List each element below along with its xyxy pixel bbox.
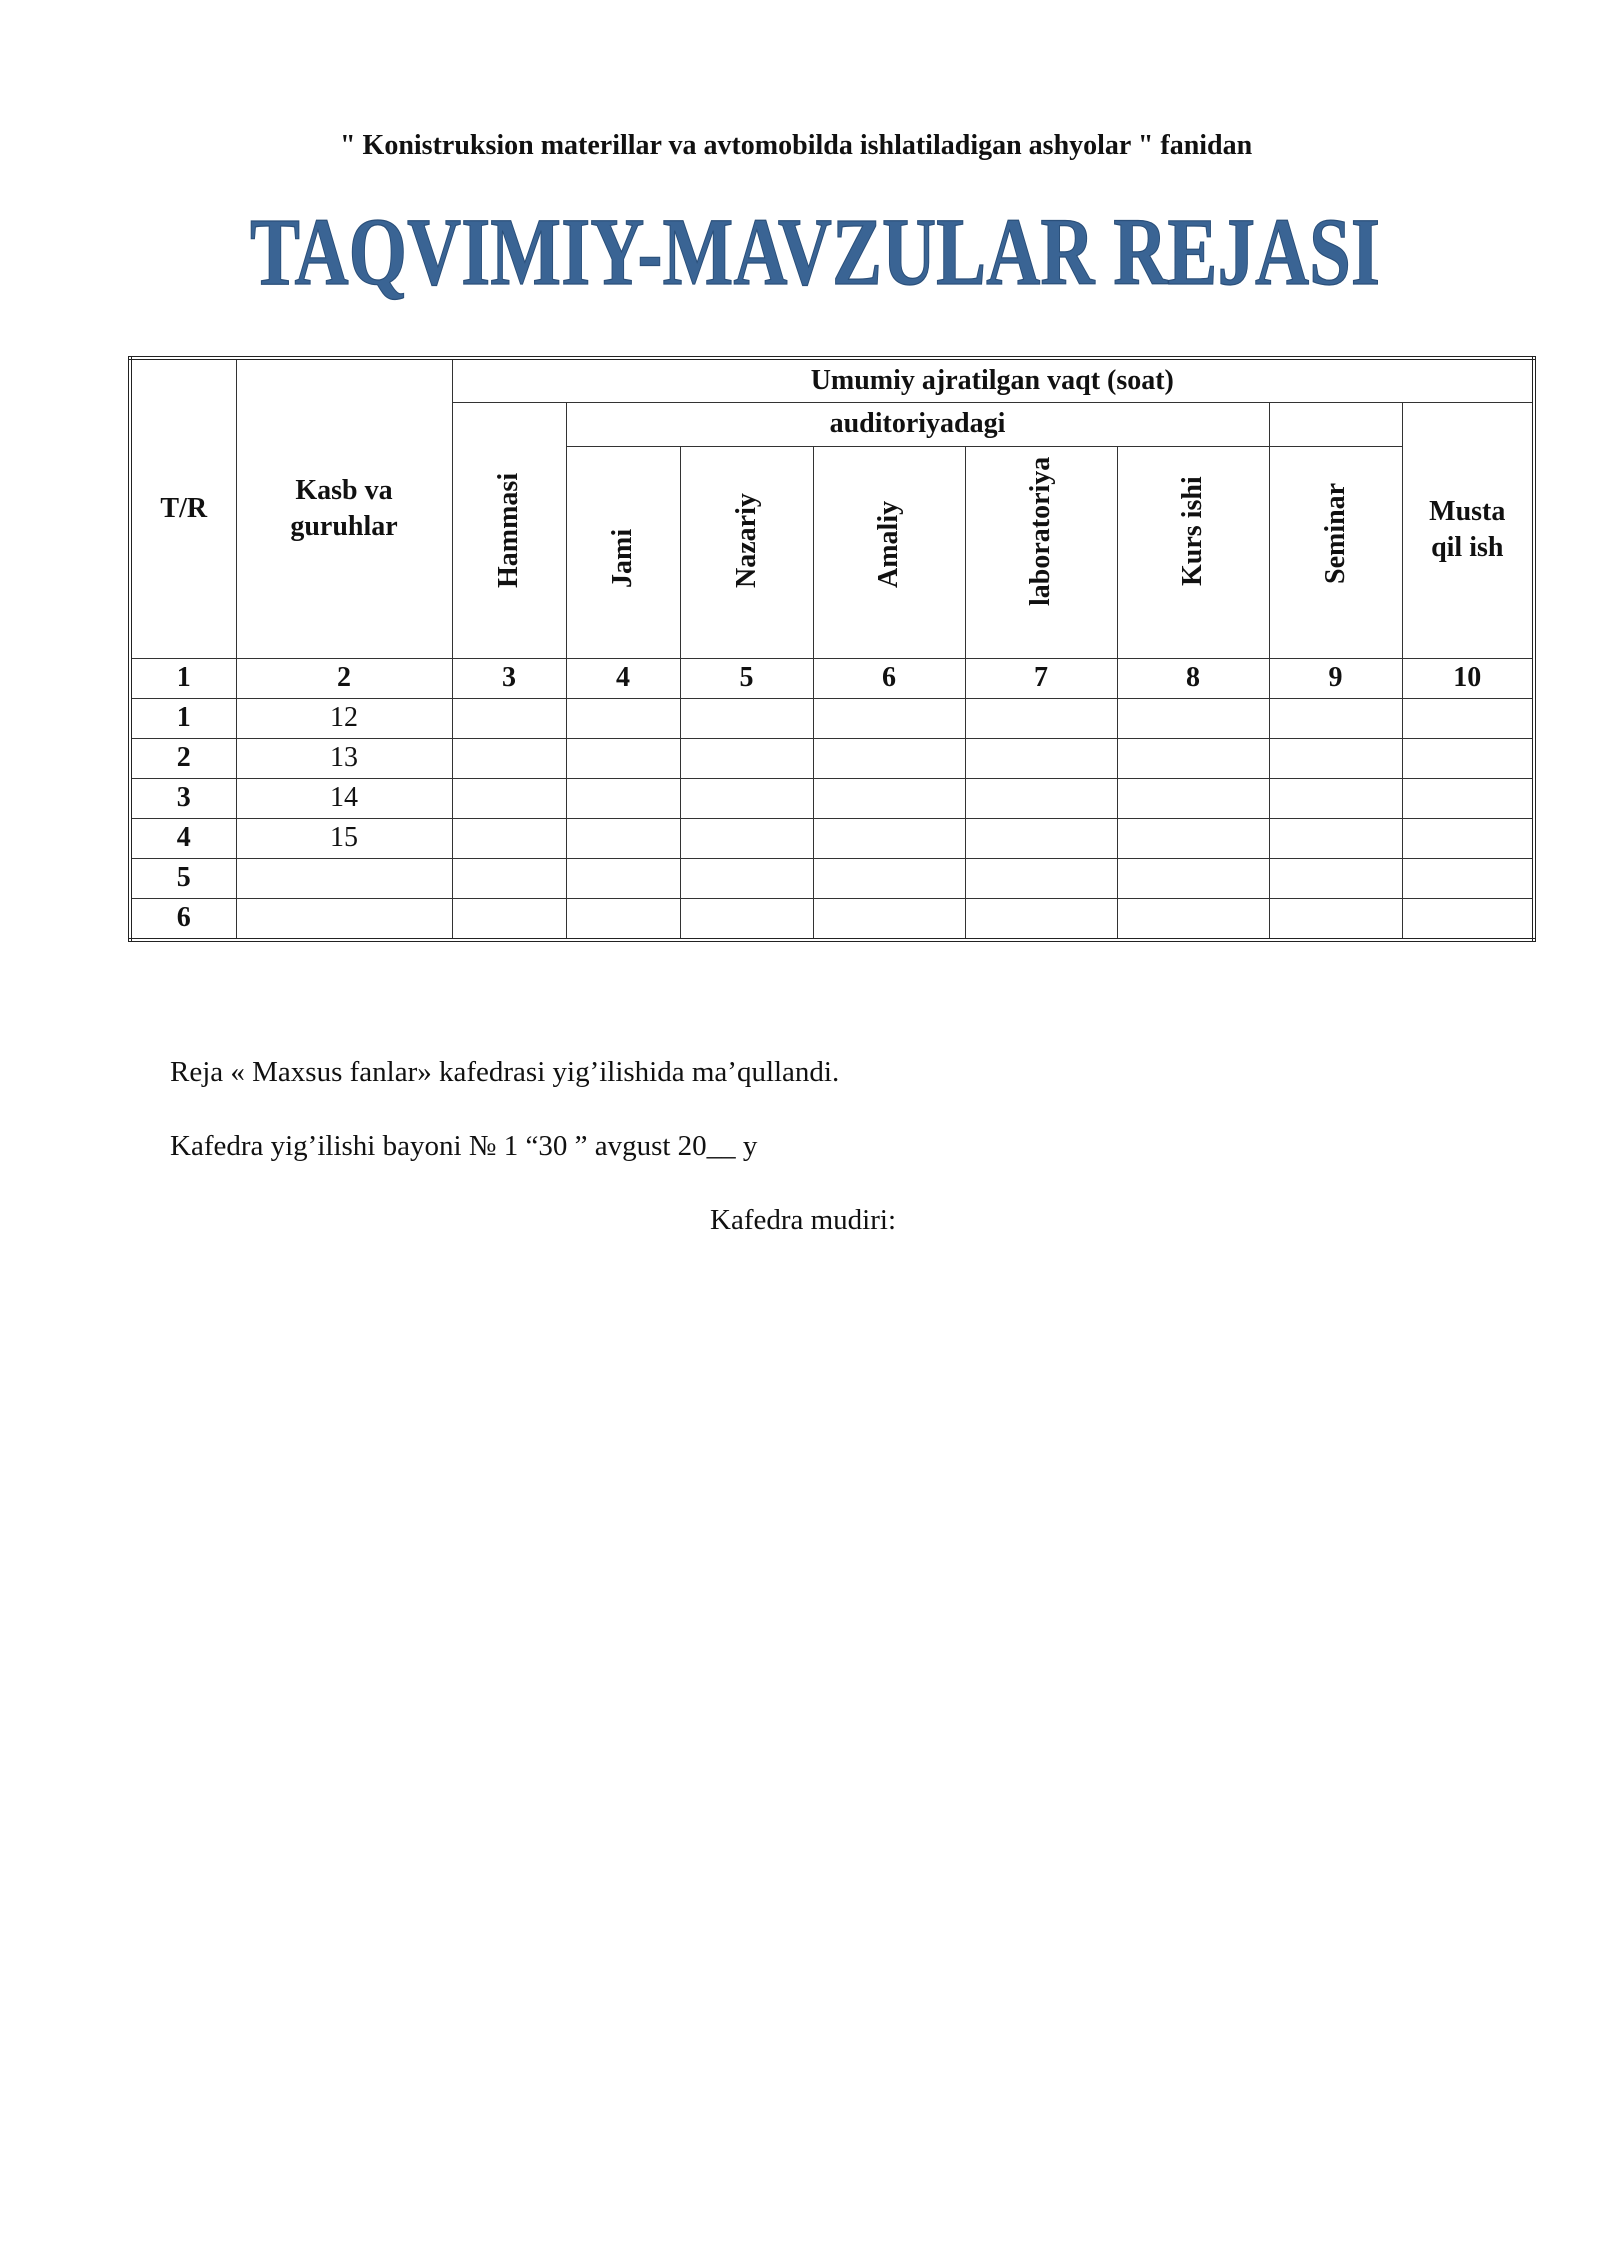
- column-number: 2: [236, 658, 452, 698]
- table-cell: [1269, 698, 1402, 738]
- table-cell: [680, 738, 813, 778]
- header-hammasi-text: Hammasi: [493, 472, 524, 588]
- row-kasb: 12: [236, 698, 452, 738]
- row-kasb: 13: [236, 738, 452, 778]
- header-kasb-text: Kasb va guruhlar: [290, 474, 398, 542]
- table-cell: [1402, 858, 1534, 898]
- table-cell: [1402, 778, 1534, 818]
- table-cell: [813, 858, 965, 898]
- table-cell: [813, 898, 965, 940]
- table-cell: [680, 898, 813, 940]
- table-cell: [813, 698, 965, 738]
- table-cell: [680, 778, 813, 818]
- row-tr: 5: [130, 858, 236, 898]
- department-head-label: Kafedra mudiri:: [710, 1204, 897, 1236]
- header-umumiy: Umumiy ajratilgan vaqt (soat): [452, 358, 1534, 402]
- header-tr: T/R: [130, 358, 236, 658]
- header-laboratoriya: [965, 446, 1117, 658]
- document-title: [245, 196, 1385, 306]
- table-cell: [452, 858, 566, 898]
- table-row: [130, 778, 1534, 818]
- header-nazariy-text: Nazariy: [730, 492, 762, 588]
- header-kasb: [236, 358, 452, 658]
- header-row-top: [130, 358, 1534, 402]
- table-cell: [1269, 898, 1402, 940]
- column-number: 7: [965, 658, 1117, 698]
- header-hammasi: [452, 402, 566, 658]
- row-kasb: 15: [236, 818, 452, 858]
- table-cell: [1117, 898, 1269, 940]
- table-row: [130, 698, 1534, 738]
- header-kurs-ishi: [1117, 446, 1269, 658]
- row-tr: 2: [130, 738, 236, 778]
- table-row: [130, 738, 1534, 778]
- subject-line: " Konistruksion materillar va avtomobilda ishlatiladigan ashyolar " fanidan: [340, 130, 1253, 161]
- table-cell: [1269, 778, 1402, 818]
- table-cell: [1117, 858, 1269, 898]
- row-kasb: 14: [236, 778, 452, 818]
- row-tr: 4: [130, 818, 236, 858]
- table-cell: [680, 818, 813, 858]
- table-row: [130, 858, 1534, 898]
- table-cell: [813, 738, 965, 778]
- table-cell: [1117, 778, 1269, 818]
- approval-text: Reja « Maxsus fanlar» kafedrasi yig’ilishida ma’qullandi.: [170, 1056, 840, 1088]
- table-cell: [452, 738, 566, 778]
- row-tr: 1: [130, 698, 236, 738]
- header-seminar: [1269, 446, 1402, 658]
- column-number: 5: [680, 658, 813, 698]
- table-cell: [813, 818, 965, 858]
- table-cell: [566, 858, 680, 898]
- table-cell: [1269, 818, 1402, 858]
- protocol-text: Kafedra yig’ilishi bayoni № 1 “30 ” avgust 20__ y: [170, 1130, 758, 1162]
- column-number: 10: [1402, 658, 1534, 698]
- table-cell: [1117, 738, 1269, 778]
- table-cell: [680, 698, 813, 738]
- table-cell: [1402, 818, 1534, 858]
- table-cell: [452, 818, 566, 858]
- table-row: [130, 818, 1534, 858]
- table-cell: [1117, 698, 1269, 738]
- table-cell: [1402, 698, 1534, 738]
- table-cell: [965, 778, 1117, 818]
- table-cell: [452, 898, 566, 940]
- table-cell: [965, 698, 1117, 738]
- column-number-row: [130, 658, 1534, 698]
- table-cell: [566, 698, 680, 738]
- plan-table: [128, 356, 1536, 942]
- table-cell: [813, 778, 965, 818]
- column-number: 8: [1117, 658, 1269, 698]
- table-cell: [680, 858, 813, 898]
- row-kasb: [236, 858, 452, 898]
- header-jami: [566, 446, 680, 658]
- header-mustaqil: [1402, 402, 1534, 658]
- table-cell: [566, 818, 680, 858]
- header-amaliy: [813, 446, 965, 658]
- header-amaliy-text: Amaliy: [873, 500, 904, 588]
- row-tr: 3: [130, 778, 236, 818]
- header-seminar-text: Seminar: [1319, 482, 1351, 584]
- table-cell: [1117, 818, 1269, 858]
- table-cell: [566, 778, 680, 818]
- table-cell: [452, 778, 566, 818]
- table-cell: [965, 858, 1117, 898]
- row-tr: 6: [130, 898, 236, 940]
- column-number: 1: [130, 658, 236, 698]
- row-kasb: [236, 898, 452, 940]
- table-cell: [1402, 738, 1534, 778]
- header-laboratoriya-text: laboratoriya: [1025, 456, 1056, 606]
- header-empty: [1269, 402, 1402, 446]
- table-cell: [1269, 738, 1402, 778]
- header-jami-text: Jami: [607, 528, 638, 588]
- table-cell: [1402, 898, 1534, 940]
- table-row: [130, 898, 1534, 940]
- column-number: 6: [813, 658, 965, 698]
- header-mustaqil-text: Musta qil ish: [1429, 496, 1506, 563]
- header-nazariy: [680, 446, 813, 658]
- column-number: 9: [1269, 658, 1402, 698]
- table-cell: [566, 898, 680, 940]
- table-cell: [566, 738, 680, 778]
- column-number: 3: [452, 658, 566, 698]
- table-cell: [452, 698, 566, 738]
- table-cell: [965, 898, 1117, 940]
- table-cell: [965, 738, 1117, 778]
- table-cell: [1269, 858, 1402, 898]
- header-kurs-ishi-text: Kurs ishi: [1177, 475, 1208, 586]
- header-auditoriyadagi: auditoriyadagi: [566, 402, 1269, 446]
- column-number: 4: [566, 658, 680, 698]
- document-title-text: TAQVIMIY-MAVZULAR REJASI: [250, 198, 1380, 305]
- table-cell: [965, 818, 1117, 858]
